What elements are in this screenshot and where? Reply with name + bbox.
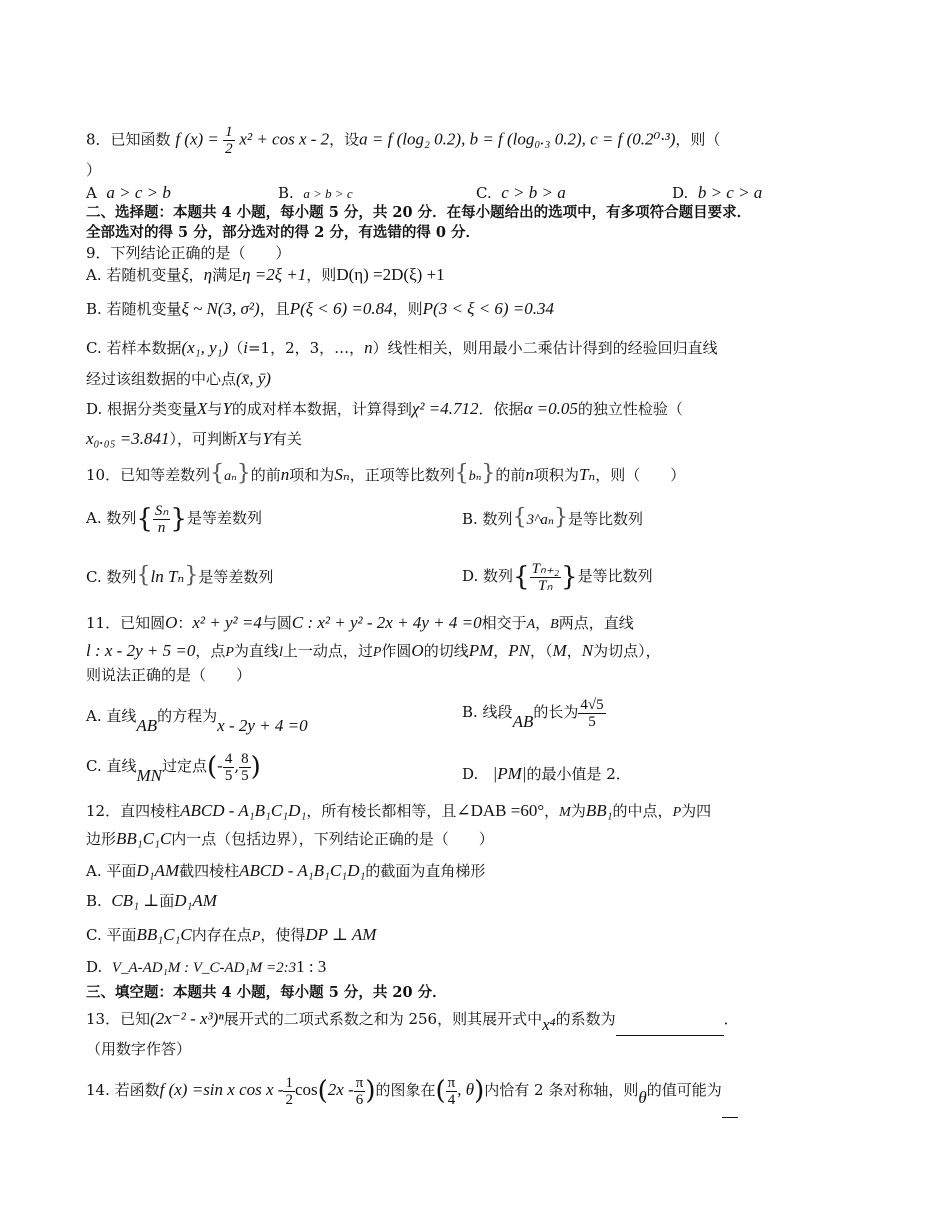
q14-m4: , θ	[457, 1080, 475, 1099]
q8-defs: a = f (log₂ 0.2), b = f (log₀.₃ 0.2), c = f (0.2⁰·³)	[359, 129, 676, 149]
q12-t5: 的中点，	[612, 802, 673, 820]
q12a-label: A. 平面	[86, 862, 137, 880]
q10d-num: Tₙ₊₂	[531, 560, 560, 577]
q12a-m2: ABCD - A₁B₁C₁D₁	[239, 861, 366, 880]
q12b-t1: 面	[159, 892, 175, 910]
q9d-t5: 的独立性检验（	[577, 400, 683, 418]
q8-option-a	[86, 182, 171, 204]
q10a-den: n	[157, 519, 166, 536]
q8-frac-num: 1	[225, 124, 233, 140]
q9d-t3: 的成对样本数据，计算得到	[231, 400, 412, 418]
q8-option-a-label: A	[86, 184, 97, 202]
q11-m1: O	[165, 613, 178, 632]
q11b-label: B. 线段	[462, 703, 513, 721]
q11-t8: 为直线	[233, 642, 279, 660]
q11-line3: 则说法正确的是（ ）	[86, 666, 252, 684]
q11-m5: B	[550, 617, 559, 632]
q10-option-a: A. 数列{ $\frac{\text{Sₙ}}{n}$ }是等差数列	[86, 502, 262, 536]
q10b-label: B. 数列	[462, 510, 513, 528]
q11-m14: N	[581, 641, 594, 660]
q9-option-c-line2	[86, 368, 271, 390]
q9a-t2: ，	[188, 266, 204, 284]
q9a-m1: ξ	[181, 265, 189, 284]
q9c-m1: (x₁, y₁)	[181, 338, 229, 357]
q11a-text: 的方程为	[157, 707, 218, 725]
q10-s5: 的前	[495, 466, 526, 484]
q11-line1	[86, 612, 634, 636]
q12c-m2: P	[251, 929, 261, 944]
q14-pi2-frac	[446, 1075, 458, 1108]
q9d-m1: X	[197, 399, 208, 418]
q10-option-b: B. 数列{3^aₙ}是等比数列	[462, 505, 643, 530]
q11-t6: 两点，直线	[558, 614, 634, 632]
q11b-frac	[578, 697, 605, 730]
q9c-t2: （	[228, 339, 244, 357]
q8-option-b-label: B.	[278, 184, 294, 202]
q11-m10: O	[411, 641, 424, 660]
q11c-num2: 8	[241, 750, 249, 767]
q10-m6: Tₙ	[578, 465, 596, 484]
q8-option-d	[672, 182, 762, 204]
q12a-t1: 截四棱柱	[179, 862, 240, 880]
q14-frac-num: 1	[285, 1074, 293, 1091]
q9a-m4: D(η) =2D(ξ) +1	[336, 265, 445, 284]
q11-t7: ，点	[195, 642, 226, 660]
q11-option-a	[86, 698, 308, 744]
q11-m9: P	[372, 645, 382, 660]
q8-option-c-label: C.	[476, 184, 492, 202]
q9a-t3: 满足	[212, 266, 243, 284]
q11-option-d	[462, 756, 631, 792]
q11-m12: PN	[508, 641, 531, 660]
q12-t8: 内一点（包括边界），下列结论正确的是（ ）	[171, 830, 494, 848]
section2-heading-line1: 二、选择题：本题共 4 小题，每小题 5 分，共 20 分．在每小题给出的选项中，有多项符合题目要求．	[86, 204, 752, 221]
q10-s6: 项积为	[533, 466, 579, 484]
q9d-m2: Y	[222, 399, 232, 418]
q14-m1: f (x) =sin x cos x -	[159, 1080, 284, 1099]
q9a-t4: ，则	[306, 266, 337, 284]
q10-m3: Sₙ	[334, 465, 350, 484]
q10-m2: n	[280, 465, 290, 484]
q9c-t1: C. 若样本数据	[86, 339, 182, 357]
q11c-den1: 5	[224, 767, 233, 784]
q13-t3: 的系数为	[555, 1010, 616, 1028]
q9d-m3: χ² =4.712	[411, 399, 479, 418]
q14-t1: 14. 若函数	[86, 1081, 160, 1099]
q11-t13: ，（	[530, 642, 553, 660]
q11c-label: C. 直线	[86, 757, 137, 775]
q11-m3: C : x² + y² - 2x + 4y + 4 =0	[291, 613, 482, 632]
q12-option-a	[86, 860, 485, 882]
q11c-frac2	[239, 751, 251, 784]
q12-t1: 12．直四棱柱	[86, 802, 181, 820]
section3-heading: 三、填空题：本题共 4 小题，每小题 5 分，共 20 分．	[86, 984, 447, 1001]
q9a-m2: η	[203, 265, 213, 284]
q9-option-d-line2	[86, 428, 302, 450]
q10b-math: 3^aₙ	[526, 512, 554, 528]
q11a-m2: x - 2y + 4 =0	[217, 716, 308, 735]
q12-option-d	[86, 956, 326, 979]
q14-pi-num: π	[355, 1074, 364, 1091]
q11-m13: M	[552, 641, 567, 660]
q12-line1	[86, 800, 711, 824]
q14-t4: 的值可能为	[646, 1081, 722, 1099]
q10-option-d: D. 数列{ $\frac{\text{Tₙ₊₂}}{\text{Tₙ}}$ }是等比数列	[462, 560, 653, 594]
q8-func-rest: x² + cos x - 2	[239, 129, 330, 149]
q13-t2: 展开式的二项式系数之和为 256，则其展开式中	[223, 1010, 543, 1028]
q11-option-c: C. 直线MN过定点(- $\frac{4}{5}$ , $\frac{8}{5}$ )	[86, 750, 261, 785]
q9d-t1: D. 根据分类变量	[86, 400, 198, 418]
q12-m6: BB₁C₁C	[116, 829, 172, 848]
q9b-m2: P(ξ < 6) =0.84	[289, 299, 393, 318]
q11b-den: 5	[588, 713, 596, 730]
q9d-t8: 有关	[271, 430, 302, 448]
q10-s3: 项和为	[289, 466, 335, 484]
q11d-text: 的最小值是 2．	[526, 765, 631, 783]
q11-t9: 上一动点，过	[282, 642, 373, 660]
q10a-frac	[153, 503, 170, 536]
q11-t10: 作圆	[381, 642, 412, 660]
q14-t3: 内恰有 2 条对称轴，则	[484, 1081, 639, 1099]
q11b-math: AB	[512, 712, 534, 731]
q12d-m1: V_A-AD₁M : V_C-AD₁M =2:3	[111, 960, 297, 976]
q14-frac	[283, 1075, 295, 1108]
q10-option-c: C. 数列{ln Tₙ}是等差数列	[86, 563, 274, 588]
q11-t3: 与圆	[261, 614, 292, 632]
q12-m3: M	[559, 805, 571, 820]
q11-t2: ：	[177, 614, 193, 632]
q11-t11: 的切线	[423, 642, 469, 660]
q12-option-b	[86, 890, 217, 912]
q13-t4: ．	[723, 1010, 739, 1028]
q14-m2: cos	[294, 1080, 318, 1099]
q14-answer-blank[interactable]	[722, 1101, 738, 1118]
q10d-frac	[530, 561, 561, 594]
q11c-frac1	[223, 751, 235, 784]
q9-stem: 9．下列结论正确的是（ ）	[86, 244, 291, 262]
q10-s2: 的前	[250, 466, 281, 484]
q11-line2	[86, 640, 661, 664]
q10c-tail: 是等差数列	[198, 568, 274, 586]
q10a-num: Sₙ	[154, 502, 169, 519]
q8-option-b-text: a > b > c	[303, 186, 353, 201]
q12-m2: ∠DAB =60°	[456, 801, 545, 820]
q9d-m5: x₀.₀₅ =3.841	[86, 429, 170, 448]
q9c-m3: n	[364, 338, 373, 357]
q11c-math: MN	[136, 766, 162, 785]
q10d-den: Tₙ	[538, 577, 553, 594]
q12-t3: ，	[544, 802, 560, 820]
q14-pi-frac	[354, 1075, 366, 1108]
q10c-label: C. 数列	[86, 568, 137, 586]
q12-m1: ABCD - A₁B₁C₁D₁	[180, 801, 307, 820]
q9d-t4: ．依据	[478, 400, 524, 418]
q10-stem: 10．已知等差数列{aₙ}的前n项和为Sₙ，正项等比数列{bₙ}的前n项积为Tₙ，则（ ）	[86, 461, 686, 486]
q12c-t2: ，使得	[260, 926, 306, 944]
q10-m1: aₙ	[224, 469, 237, 484]
q8-frac	[223, 124, 235, 157]
q13-t1: 13．已知	[86, 1010, 151, 1028]
q8-frac-den: 2	[225, 141, 233, 157]
q13-m2: x⁴	[542, 1015, 556, 1034]
q9b-m3: P(3 < ξ < 6) =0.34	[422, 299, 555, 318]
q11-t5: ，	[535, 614, 551, 632]
q9d-m6: X	[237, 429, 248, 448]
q12-t6: 为四	[681, 802, 712, 820]
q8-tail: ，则（	[675, 130, 721, 149]
q9d-t7: 与	[247, 430, 263, 448]
q11-m2: x² + y² =4	[192, 613, 262, 632]
q8-option-d-label: D.	[672, 184, 689, 202]
q11-m6: l : x - 2y + 5 =0	[86, 641, 196, 660]
q9c-t3: =1，2，3，…，	[247, 339, 365, 357]
q8-prefix: 8．已知函数	[86, 130, 171, 149]
q11c-den2: 5	[241, 767, 249, 784]
q11-m11: PM	[468, 641, 494, 660]
q12-t7: 边形	[86, 830, 117, 848]
q13-line1	[86, 1008, 739, 1036]
q12c-t1: 内存在点	[191, 926, 252, 944]
q10-m5: n	[525, 465, 534, 484]
q12c-m1: BB₁C₁C	[136, 925, 192, 944]
q11a-label: A. 直线	[86, 707, 137, 725]
q8-option-a-text: a > c > b	[106, 183, 171, 202]
section2-heading-line2: 全部选对的得 5 分，部分选对的得 2 分，有选错的得 0 分．	[86, 224, 481, 241]
q11c-minus: -	[217, 756, 223, 775]
q9-option-b	[86, 298, 554, 320]
q9c-m2: i	[243, 338, 248, 357]
q9a-t1: A. 若随机变量	[86, 266, 182, 284]
q9a-m3: η =2ξ +1	[242, 265, 307, 284]
q12d-t1: 1 : 3	[296, 957, 327, 976]
q9-option-d	[86, 398, 683, 420]
q9d-m4: α =0.05	[523, 399, 578, 418]
q12-option-c	[86, 924, 376, 948]
q9c-line2: 经过该组数据的中心点	[86, 370, 237, 388]
q11d-math: |PM|	[492, 764, 527, 783]
q11-t14: ，	[566, 642, 582, 660]
q14-frac-den: 2	[285, 1091, 293, 1108]
q11-m8: l	[278, 645, 283, 660]
q10c-math: ln Tₙ	[150, 567, 185, 586]
q10a-tail: 是等差数列	[186, 509, 262, 527]
q9d-t2: 与	[207, 400, 223, 418]
q14-pi-den: 6	[355, 1091, 364, 1108]
q14-pi2-num: π	[447, 1074, 456, 1091]
q12b-m1: CB₁ ⊥	[111, 891, 160, 910]
q11-t15: 为切点），	[593, 642, 661, 660]
q12d-label: D.	[86, 958, 103, 976]
q10-s7: ，则（ ）	[595, 466, 686, 484]
q12a-m1: D₁AM	[136, 861, 180, 880]
q11c-num1: 4	[224, 750, 233, 767]
q11-m4: A	[526, 617, 536, 632]
q11-t1: 11．已知圆	[86, 614, 166, 632]
q11-option-b	[462, 692, 606, 742]
q10a-label: A. 数列	[86, 509, 137, 527]
q9b-t1: B. 若随机变量	[86, 300, 182, 318]
q14-pi2-den: 4	[447, 1091, 456, 1108]
q11b-text: 的长为	[533, 703, 579, 721]
q13-m1: (2x⁻² - x³)ⁿ	[150, 1009, 224, 1028]
q10d-tail: 是等比数列	[577, 567, 653, 585]
q9c-m4: (x̄, ȳ)	[236, 369, 271, 388]
q10b-tail: 是等比数列	[567, 510, 643, 528]
q12b-m2: D₁AM	[174, 891, 217, 910]
q10-m4: bₙ	[468, 469, 482, 484]
q12c-label: C. 平面	[86, 926, 137, 944]
q8-func: f (x) =	[175, 129, 224, 149]
q8-option-c-text: c > b > a	[501, 183, 566, 202]
q10-s1: 10．已知等差数列	[86, 466, 211, 484]
q8-option-c	[476, 182, 566, 204]
q9-option-c	[86, 337, 718, 359]
q9b-t2: ，且	[259, 300, 290, 318]
q8-close: ）	[86, 161, 102, 179]
q11c-text: 过定点	[161, 757, 207, 775]
q11a-m1: AB	[136, 716, 158, 735]
q8-option-d-text: b > c > a	[697, 183, 763, 202]
q13-line2: （用数字作答）	[86, 1040, 192, 1058]
q12-m4: BB₁	[585, 801, 613, 820]
q12-t2: ，所有棱长都相等，且	[306, 802, 457, 820]
q12-m5: P	[672, 805, 682, 820]
q14-m5: θ	[638, 1088, 647, 1107]
q8-mid: ，设	[329, 130, 360, 149]
q11d-label: D.	[462, 765, 479, 783]
q9b-t3: ，则	[392, 300, 423, 318]
q13-answer-blank[interactable]	[616, 1019, 724, 1036]
q12-t4: 为	[570, 802, 586, 820]
q12a-t2: 的截面为直角梯形	[365, 862, 486, 880]
q9d-t6: ），可判断	[169, 430, 238, 448]
q10d-label: D. 数列	[462, 567, 514, 585]
q14-t2: 的图象在	[375, 1081, 436, 1099]
q9b-m1: ξ ~ N(3, σ²)	[181, 299, 260, 318]
q10-s4: ，正项等比数列	[349, 466, 455, 484]
q12b-label: B.	[86, 892, 102, 910]
q14-line1: 14. 若函数f (x) =sin x cos x - $\frac{1}{2}$ cos(2x - $\frac{\pi}{6}$ )的图象在( $\frac{\pi}{4}$ , θ)内恰有 2 条对称轴，则θ的值可能为	[86, 1070, 738, 1118]
q8-stem	[86, 124, 720, 157]
q14-m3: 2x -	[327, 1080, 354, 1099]
q12-line2	[86, 828, 494, 850]
q9d-m7: Y	[262, 429, 272, 448]
q12c-m3: DP ⊥ AM	[305, 925, 377, 944]
q11-m7: P	[225, 645, 234, 660]
q9-option-a	[86, 264, 445, 286]
q11-t4: 相交于	[481, 614, 527, 632]
q9c-t4: ）线性相关，则用最小二乘估计得到的经验回归直线	[372, 339, 718, 357]
q11b-num: 4√5	[580, 696, 604, 713]
q11-t12: ，	[493, 642, 509, 660]
